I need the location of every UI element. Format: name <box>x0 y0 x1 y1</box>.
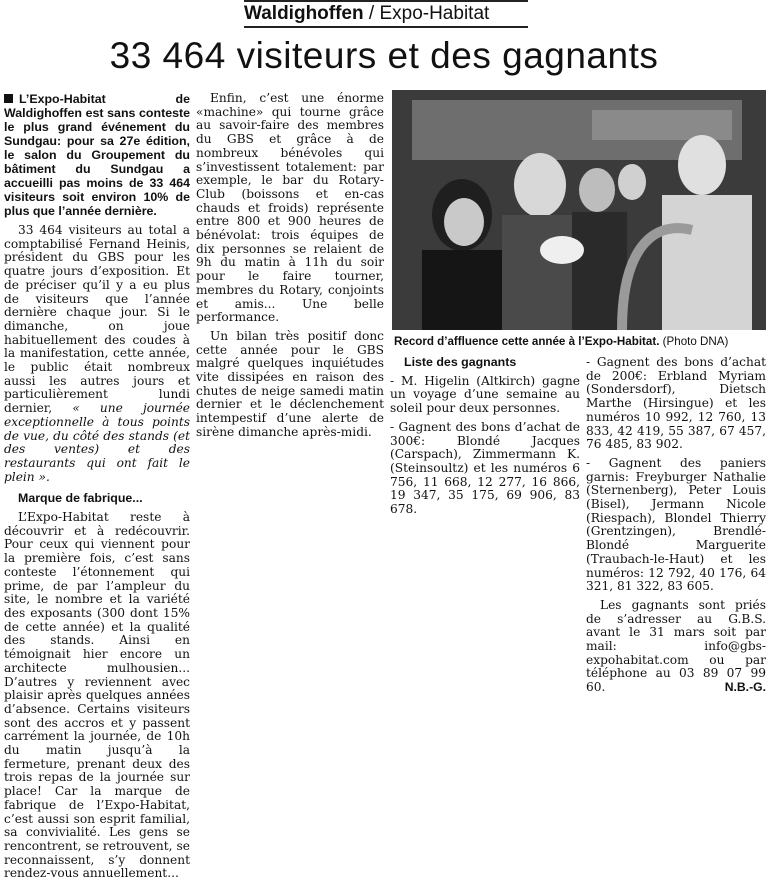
kicker-location: Waldighoffen <box>244 3 364 24</box>
article-lead <box>4 92 190 218</box>
article-paragraph <box>4 224 190 484</box>
crowd-photo-icon <box>392 90 766 330</box>
photo-caption <box>394 334 766 352</box>
author-signature: N.B.-G. <box>724 680 766 695</box>
lead-text: L’Expo-Habitat de Waldighoffen est sans conteste le plus grand événement du Sundgau: pour sa 27e édition, le salon du Groupement du bâtiment du Sundgau a accueilli pas moins de 33 464 visiteurs soit environ 10% de plus que l’année dernière. <box>4 92 190 218</box>
winners-column <box>390 356 580 666</box>
paragraph-2: L’Expo-Habitat reste à découvrir et à redécouvrir. Pour ceux qui viennent pour la première fois, c’est sans conteste l’étonnement qui prime, de par l’ampleur du site, le nombre et la variété des exposants (300 dont 15% de cette année) et la qualité des stands. Ainsi en témoignait hier encore un architecte mulhousien... D’autres y reviennent avec plaisir après quelques années d’absence. Certains visiteurs sont des accros et y passent carrément la journée, de 10h du matin jusqu’à la fermeture, prenant deux des trois repas de la journée sur place! Car la marque de fabrique de l’Expo-Habitat, c’est aussi son esprit familial, sa convivialité. Les gens se rencontrent, se retrouvent, se reconnaissent, s’y donnent rendez-vous annuellement... <box>4 510 190 881</box>
winners-heading: Liste des gagnants <box>404 355 517 369</box>
winners-column-2 <box>586 355 766 695</box>
paragraph-1-quote: « une journée exceptionnelle à tous points de vue, du côté des stands (et des ventes) et des restaurants qui ont fait le plein ». <box>4 401 191 484</box>
article-subhead: Marque de fabrique... <box>18 491 143 506</box>
article-column-1 <box>4 92 191 881</box>
lead-square-icon <box>4 94 13 103</box>
kicker-separator: / <box>363 3 380 24</box>
headline: 33 464 visiteurs et des gagnants <box>109 35 659 76</box>
paragraph-3: Enfin, c’est une énorme «machine» qui tourne grâce au savoir-faire des membres du GBS et grâce à de nombreux bénévoles qui s’investissent totalement: par exemple, le bar du Rotary-Club (boissons et en-cas chauds et froids) représente entre 800 et 900 heures de bénévolat: trois équipes de dix personnes se relaient de 9h du matin à 11h du soir pour le faire tourner, membres du Rotary, conjoints et amis... Une belle performance. <box>196 91 384 325</box>
winner-item-1: - M. Higelin (Altkirch) gagne un voyage d’une semaine au soleil pour deux personnes. <box>390 373 580 416</box>
winner-item-2: - Gagnent des bons d’achat de 300€: Blondé Jacques (Carspach), Zimmermann K. (Steinsoultz) et les numéros 6 756, 11 668, 12 277, 16 866, 19 347, 35 175, 69 906, 83 678. <box>390 419 580 517</box>
photo-credit: (Photo DNA) <box>662 335 729 348</box>
article-column-2-content <box>196 92 384 666</box>
kicker-category: Expo-Habitat <box>379 3 490 24</box>
caption-text: Record d’affluence cette année à l’Expo-Habitat. <box>394 335 660 348</box>
article-photo <box>392 90 766 330</box>
winner-item-3: - Gagnent des bons d’achat de 200€: Erbland Myriam (Sondersdorf), Dietsch Marthe (Hirsingue) et les numéros 10 992, 12 760, 13 833, 42 419, 55 387, 67 457, 76 485, 83 902. <box>586 355 766 452</box>
paragraph-4: Un bilan très positif donc cette année pour le GBS malgré quelques inquiétudes vite dissipées en raison des chutes de neige samedi matin dernier et le déclenchement intempestif d’une alerte de sirène dimanche après-midi. <box>196 328 384 439</box>
closing-paragraph <box>586 599 766 695</box>
paragraph-1-text: 33 464 visiteurs au total a comptabilisé Fernand Heinis, président du GBS pour les quatre jours d’exposition. Et de préciser qu’il y a eu plus de visiteurs que l’année dernière chaque jour. Si le dimanche, on joue habituellement des coudes à la manifestation, cette année, le public était nombreux aussi les autres jours et particulièrement lundi dernier, <box>4 223 190 416</box>
closing-text: Les gagnants sont priés de s’adresser au G.B.S. avant le 31 mars soit par mail: info@gbs-expohabitat.com ou par téléphone au 03 89 07 99 60. <box>586 597 766 695</box>
section-kicker <box>244 0 528 28</box>
winner-item-4: - Gagnent des paniers garnis: Freyburger Nathalie (Sternenberg), Peter Louis (Bisel), Jermann Nicole (Riespach), Blondel Thierry (Grentzingen), Brendlé-Blondé Marguerite (Traubach-le-Haut) et les numéros: 12 792, 40 176, 64 321, 81 322, 83 605. <box>586 455 766 594</box>
